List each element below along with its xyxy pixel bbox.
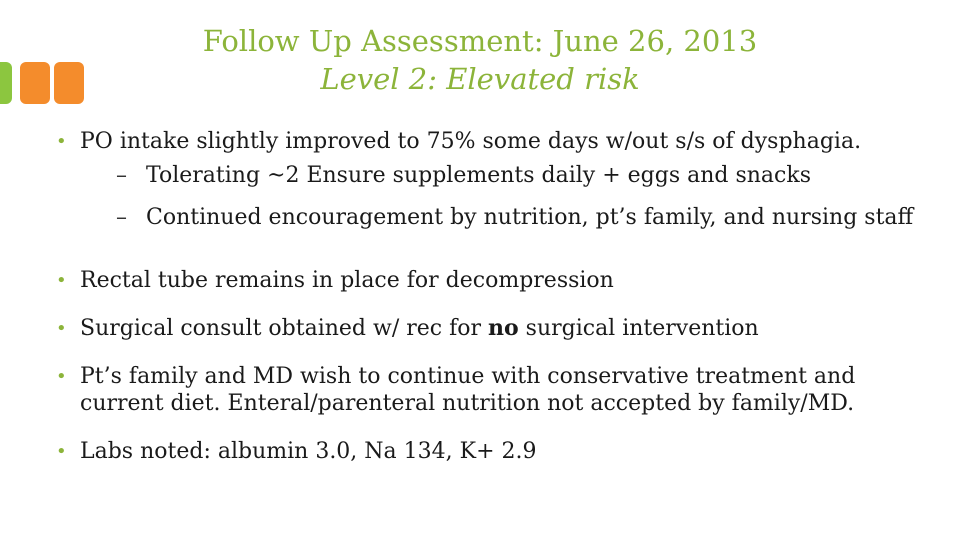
title-line-1: Follow Up Assessment: June 26, 2013 xyxy=(202,24,758,58)
sub-item-text: Continued encouragement by nutrition, pt’s family, and nursing staff xyxy=(146,205,914,230)
bullet-text-before: Surgical consult obtained w/ rec for xyxy=(80,316,488,341)
decorative-orange-square xyxy=(54,62,84,104)
decorative-orange-square xyxy=(20,62,50,104)
sub-item-encouragement xyxy=(80,204,942,231)
bullet-item-rectal-tube xyxy=(52,267,942,294)
bullet-icon: • xyxy=(56,366,67,387)
bullet-text: Pt’s family and MD wish to continue with conservative treatment and current diet. Enteral/parenteral nutrition not accepted by family/MD. xyxy=(80,364,856,416)
bullet-icon: • xyxy=(56,441,67,462)
bullet-item-surgical-consult xyxy=(52,315,942,342)
bullet-item-labs xyxy=(52,438,942,465)
sub-list xyxy=(80,162,942,231)
bullet-icon: • xyxy=(56,131,67,152)
bullet-list xyxy=(52,128,942,465)
bullet-text: Labs noted: albumin 3.0, Na 134, K+ 2.9 xyxy=(80,439,537,464)
bullet-text-bold: no xyxy=(487,315,519,341)
bullet-text-after: surgical intervention xyxy=(518,316,759,341)
bullet-icon: • xyxy=(56,318,67,339)
bullet-icon: • xyxy=(56,270,67,291)
slide-title xyxy=(120,22,840,98)
bullet-item-family-wishes xyxy=(52,363,942,417)
dash-icon: – xyxy=(116,163,127,188)
bullet-text: PO intake slightly improved to 75% some days w/out s/s of dysphagia. xyxy=(80,129,862,154)
sub-item-text: Tolerating ~2 Ensure supplements daily + eggs and snacks xyxy=(146,163,811,188)
decorative-green-square xyxy=(0,62,12,104)
title-line-2: Level 2: Elevated risk xyxy=(320,62,640,96)
sub-item-ensure xyxy=(80,162,942,189)
dash-icon: – xyxy=(116,205,127,230)
bullet-item-intake xyxy=(52,128,942,231)
bullet-text: Rectal tube remains in place for decompression xyxy=(80,268,614,293)
